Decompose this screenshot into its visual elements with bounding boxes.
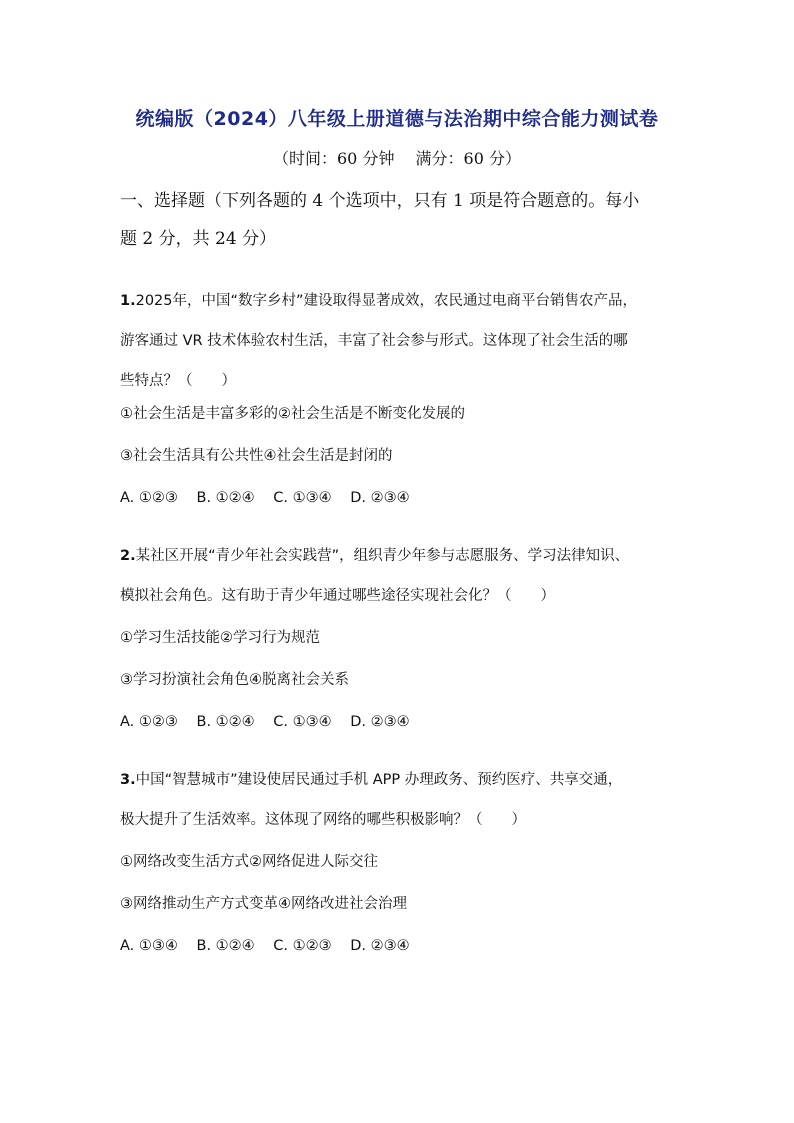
question-3-choices xyxy=(120,935,424,957)
question-3-statements-1: ①网络改变生活方式②网络促进人际交往 xyxy=(120,854,378,870)
question-3-choice-c[interactable]: C. ①②③ xyxy=(273,938,332,954)
exam-title: 统编版（2024）八年级上册道德与法治期中综合能力测试卷 xyxy=(135,108,659,130)
question-1-text-1: 2025年，中国“数字乡村”建设取得显著成效，农民通过电商平台销售农产品， xyxy=(135,293,638,309)
question-3-choice-b[interactable]: B. ①②④ xyxy=(196,938,255,954)
question-1-text-2: 游客通过 VR 技术体验农村生活，丰富了社会参与形式。这体现了社会生活的哪 xyxy=(120,333,628,349)
question-2-statements-1: ①学习生活技能②学习行为规范 xyxy=(120,630,320,646)
question-2-choice-b[interactable]: B. ①②④ xyxy=(196,714,255,730)
section-heading-line-2: 题 2 分，共 24 分） xyxy=(120,229,277,249)
question-3-choice-d[interactable]: D. ②③④ xyxy=(350,938,410,954)
question-3-line-1 xyxy=(120,769,680,791)
question-2-choice-d[interactable]: D. ②③④ xyxy=(350,714,410,730)
question-3-choice-a[interactable]: A. ①③④ xyxy=(120,938,178,954)
question-3-text-2: 极大提升了生活效率。这体现了网络的哪些积极影响？（ ） xyxy=(120,812,526,828)
question-2-choices xyxy=(120,711,424,733)
question-3-text-1: 中国“智慧城市”建设使居民通过手机 APP 办理政务、预约医疗、共享交通， xyxy=(135,772,623,788)
question-1-statements-2: ③社会生活具有公共性④社会生活是封闭的 xyxy=(120,448,393,464)
question-3-number: 3. xyxy=(120,772,136,788)
question-3-statements-2: ③网络推动生产方式变革④网络改进社会治理 xyxy=(120,896,407,912)
question-2-line-1 xyxy=(120,545,680,567)
question-1-line-1 xyxy=(120,290,680,312)
section-heading-line-1: 一、选择题（下列各题的 4 个选项中，只有 1 项是符合题意的。每小 xyxy=(120,191,640,211)
question-1-choice-c[interactable]: C. ①③④ xyxy=(273,490,332,506)
question-2-number: 2. xyxy=(120,548,136,564)
question-1-choice-d[interactable]: D. ②③④ xyxy=(350,490,410,506)
question-2-choice-a[interactable]: A. ①②③ xyxy=(120,714,178,730)
section-heading xyxy=(120,182,680,258)
question-3-stem xyxy=(120,769,680,831)
question-1-statements-1: ①社会生活是丰富多彩的②社会生活是不断变化发展的 xyxy=(120,406,465,422)
question-1-number: 1. xyxy=(120,293,136,309)
exam-subtitle: （时间：60 分钟 满分：60 分） xyxy=(273,149,521,168)
question-1-choice-a[interactable]: A. ①②③ xyxy=(120,490,178,506)
question-2-statements-2: ③学习扮演社会角色④脱离社会关系 xyxy=(120,672,349,688)
question-2-choice-c[interactable]: C. ①③④ xyxy=(273,714,332,730)
question-1-stem xyxy=(120,290,680,392)
question-1-choice-b[interactable]: B. ①②④ xyxy=(196,490,255,506)
question-1-choices xyxy=(120,487,424,509)
question-2-stem xyxy=(120,545,680,607)
question-2-text-1: 某社区开展“青少年社会实践营”，组织青少年参与志愿服务、学习法律知识、 xyxy=(135,548,630,564)
question-2-text-2: 模拟社会角色。这有助于青少年通过哪些途径实现社会化？（ ） xyxy=(120,588,555,604)
question-1-text-3: 些特点？（ ） xyxy=(120,373,236,389)
